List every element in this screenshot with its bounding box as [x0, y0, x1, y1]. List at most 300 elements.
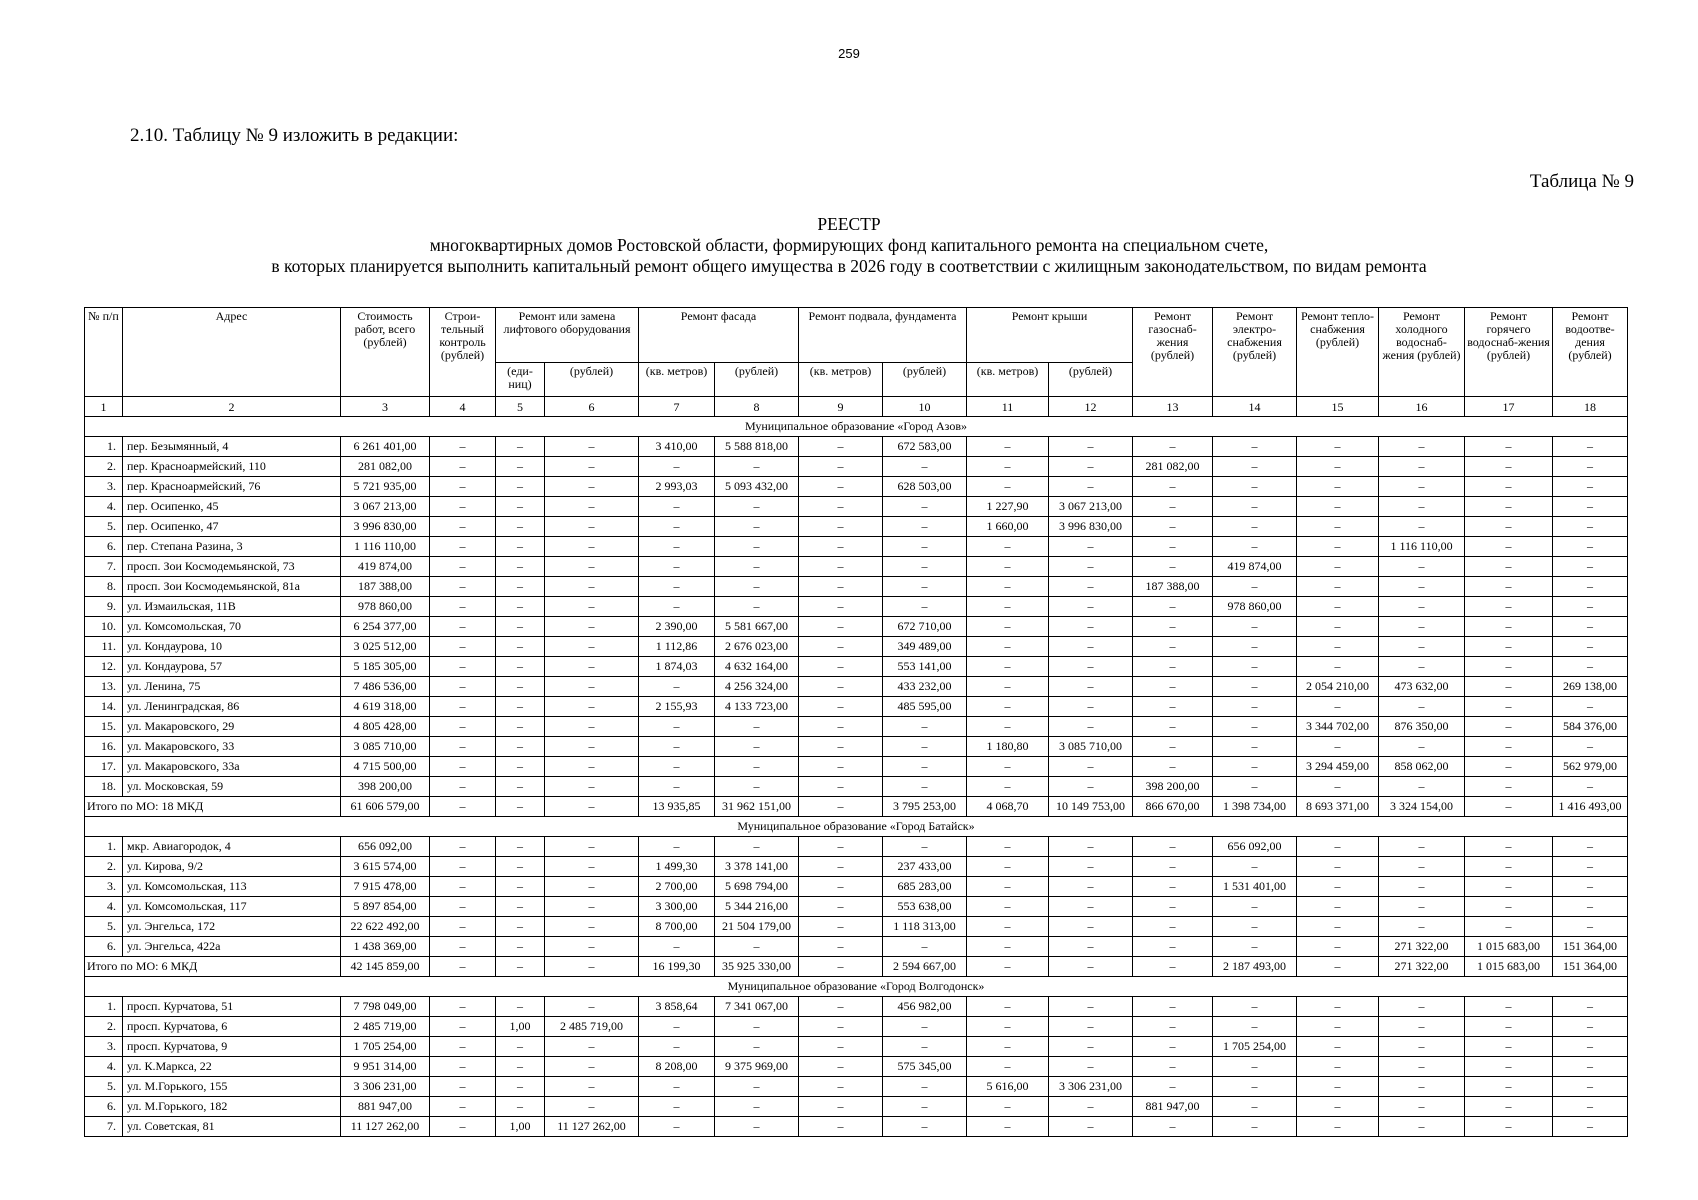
value-cell: 1 112,86 [639, 637, 715, 657]
value-cell: – [1213, 617, 1297, 637]
value-cell: – [545, 697, 639, 717]
value-cell: 3 025 512,00 [341, 637, 430, 657]
total-value-cell: 61 606 579,00 [341, 797, 430, 817]
registry-subtitle-line-2: в которых планируется выполнить капитальный ремонт общего имущества в 2026 году в соответствии с жилищным законодательством, по видам ремонта [271, 256, 1427, 276]
value-cell: – [1213, 997, 1297, 1017]
value-cell: – [1133, 1077, 1213, 1097]
value-cell: – [1379, 637, 1465, 657]
value-cell: – [545, 677, 639, 697]
value-cell: – [883, 1117, 967, 1137]
table-row [85, 897, 1628, 917]
value-cell: – [639, 1117, 715, 1137]
value-cell: – [1049, 717, 1133, 737]
value-cell: – [1049, 777, 1133, 797]
total-value-cell: 1 015 683,00 [1465, 957, 1553, 977]
value-cell: – [1465, 1077, 1553, 1097]
value-cell: – [883, 1037, 967, 1057]
table-body [85, 417, 1628, 1137]
table-row [85, 477, 1628, 497]
value-cell: – [545, 997, 639, 1017]
value-cell: – [496, 1077, 545, 1097]
value-cell: – [715, 457, 799, 477]
value-cell: – [1465, 837, 1553, 857]
value-cell: – [1133, 1017, 1213, 1037]
value-cell: – [1049, 1057, 1133, 1077]
value-cell: 2 676 023,00 [715, 637, 799, 657]
address-cell: мкр. Авиагородок, 4 [123, 837, 341, 857]
value-cell: – [967, 777, 1049, 797]
value-cell: 4 619 318,00 [341, 697, 430, 717]
row-number: 2. [85, 857, 123, 877]
value-cell: – [1297, 517, 1379, 537]
value-cell: 4 715 500,00 [341, 757, 430, 777]
value-cell: – [1465, 437, 1553, 457]
value-cell: – [1379, 437, 1465, 457]
total-value-cell: 3 795 253,00 [883, 797, 967, 817]
value-cell: 11 127 262,00 [545, 1117, 639, 1137]
value-cell: – [1213, 437, 1297, 457]
value-cell: – [883, 517, 967, 537]
value-cell: – [1553, 597, 1628, 617]
value-cell: – [1133, 857, 1213, 877]
header-roof-rub: (рублей) [1049, 363, 1133, 397]
total-row [85, 797, 1628, 817]
total-value-cell: 31 962 151,00 [715, 797, 799, 817]
value-cell: 4 805 428,00 [341, 717, 430, 737]
value-cell: – [1297, 937, 1379, 957]
value-cell: 1 227,90 [967, 497, 1049, 517]
value-cell: – [715, 837, 799, 857]
address-cell: ул. К.Маркса, 22 [123, 1057, 341, 1077]
value-cell: 1 118 313,00 [883, 917, 967, 937]
value-cell: – [1049, 457, 1133, 477]
value-cell: – [967, 637, 1049, 657]
value-cell: 1 705 254,00 [341, 1037, 430, 1057]
value-cell: 1,00 [496, 1117, 545, 1137]
value-cell: – [545, 937, 639, 957]
row-number: 6. [85, 1097, 123, 1117]
value-cell: 6 261 401,00 [341, 437, 430, 457]
value-cell: 419 874,00 [341, 557, 430, 577]
total-value-cell: 2 594 667,00 [883, 957, 967, 977]
row-number: 4. [85, 897, 123, 917]
table-header [85, 308, 1628, 417]
value-cell: – [545, 657, 639, 677]
value-cell: – [799, 437, 883, 457]
row-number: 5. [85, 517, 123, 537]
value-cell: – [799, 457, 883, 477]
value-cell: – [1049, 577, 1133, 597]
value-cell: – [496, 637, 545, 657]
value-cell: – [1465, 1037, 1553, 1057]
value-cell: – [1213, 457, 1297, 477]
value-cell: – [715, 517, 799, 537]
value-cell: – [1553, 457, 1628, 477]
value-cell: – [545, 777, 639, 797]
value-cell: – [967, 677, 1049, 697]
total-value-cell: – [1465, 797, 1553, 817]
value-cell: – [1297, 737, 1379, 757]
value-cell: – [1297, 637, 1379, 657]
value-cell: 269 138,00 [1553, 677, 1628, 697]
total-value-cell: – [545, 957, 639, 977]
value-cell: 1 660,00 [967, 517, 1049, 537]
value-cell: – [1379, 517, 1465, 537]
value-cell: – [1465, 717, 1553, 737]
value-cell: 151 364,00 [1553, 937, 1628, 957]
value-cell: – [1465, 557, 1553, 577]
value-cell: 3 300,00 [639, 897, 715, 917]
total-value-cell: 35 925 330,00 [715, 957, 799, 977]
section-row [85, 417, 1628, 437]
value-cell: 1 015 683,00 [1465, 937, 1553, 957]
value-cell: – [1213, 897, 1297, 917]
value-cell: – [1297, 837, 1379, 857]
value-cell: – [430, 937, 496, 957]
table-row [85, 777, 1628, 797]
value-cell: – [1133, 877, 1213, 897]
value-cell: 4 256 324,00 [715, 677, 799, 697]
value-cell: – [430, 537, 496, 557]
value-cell: – [1379, 1037, 1465, 1057]
value-cell: – [1133, 1057, 1213, 1077]
value-cell: – [545, 637, 639, 657]
row-number: 7. [85, 1117, 123, 1137]
total-value-cell: 4 068,70 [967, 797, 1049, 817]
row-number: 15. [85, 717, 123, 737]
value-cell: – [1553, 1057, 1628, 1077]
value-cell: – [545, 577, 639, 597]
total-value-cell: 42 145 859,00 [341, 957, 430, 977]
total-value-cell: – [799, 797, 883, 817]
value-cell: – [1049, 1037, 1133, 1057]
value-cell: – [883, 1097, 967, 1117]
value-cell: – [1133, 437, 1213, 457]
value-cell: – [545, 457, 639, 477]
value-cell: 562 979,00 [1553, 757, 1628, 777]
value-cell: – [430, 837, 496, 857]
value-cell: – [496, 537, 545, 557]
value-cell: – [430, 757, 496, 777]
value-cell: 672 710,00 [883, 617, 967, 637]
value-cell: – [496, 717, 545, 737]
value-cell: – [430, 917, 496, 937]
value-cell: – [967, 477, 1049, 497]
value-cell: – [799, 837, 883, 857]
value-cell: – [1049, 637, 1133, 657]
header-basement: Ремонт подвала, фундамента [799, 308, 967, 363]
value-cell: – [1297, 597, 1379, 617]
value-cell: 575 345,00 [883, 1057, 967, 1077]
value-cell: – [967, 717, 1049, 737]
total-value-cell: – [1133, 957, 1213, 977]
value-cell: – [639, 557, 715, 577]
value-cell: – [1465, 1117, 1553, 1137]
value-cell: – [883, 837, 967, 857]
total-value-cell: – [496, 957, 545, 977]
address-cell: ул. М.Горького, 182 [123, 1097, 341, 1117]
value-cell: 5 698 794,00 [715, 877, 799, 897]
value-cell: – [545, 557, 639, 577]
value-cell: – [430, 597, 496, 617]
value-cell: – [1049, 1117, 1133, 1137]
value-cell: – [639, 597, 715, 617]
value-cell: – [1133, 677, 1213, 697]
value-cell: – [545, 917, 639, 937]
value-cell: 978 860,00 [1213, 597, 1297, 617]
value-cell: – [1133, 997, 1213, 1017]
value-cell: – [715, 1017, 799, 1037]
row-number: 3. [85, 1037, 123, 1057]
column-number: 2 [123, 397, 341, 417]
total-value-cell: 8 693 371,00 [1297, 797, 1379, 817]
value-cell: – [967, 577, 1049, 597]
value-cell: – [639, 497, 715, 517]
value-cell: – [1049, 477, 1133, 497]
value-cell: – [967, 937, 1049, 957]
value-cell: – [1465, 637, 1553, 657]
value-cell: 21 504 179,00 [715, 917, 799, 937]
value-cell: – [639, 1037, 715, 1057]
row-number: 4. [85, 497, 123, 517]
value-cell: – [883, 577, 967, 597]
table-row [85, 757, 1628, 777]
value-cell: – [1133, 617, 1213, 637]
value-cell: – [639, 1097, 715, 1117]
row-number: 1. [85, 997, 123, 1017]
value-cell: 656 092,00 [1213, 837, 1297, 857]
column-number: 8 [715, 397, 799, 417]
value-cell: – [799, 1097, 883, 1117]
value-cell: – [1049, 757, 1133, 777]
value-cell: – [1133, 757, 1213, 777]
value-cell: – [545, 437, 639, 457]
value-cell: – [715, 937, 799, 957]
value-cell: – [545, 837, 639, 857]
value-cell: 876 350,00 [1379, 717, 1465, 737]
value-cell: – [1213, 477, 1297, 497]
address-cell: ул. Измаильская, 11В [123, 597, 341, 617]
value-cell: – [430, 1117, 496, 1137]
value-cell: – [496, 1037, 545, 1057]
value-cell: – [430, 717, 496, 737]
value-cell: – [1297, 657, 1379, 677]
address-cell: ул. Комсомольская, 113 [123, 877, 341, 897]
value-cell: – [1465, 457, 1553, 477]
column-number: 7 [639, 397, 715, 417]
value-cell: – [1297, 997, 1379, 1017]
value-cell: – [1133, 517, 1213, 537]
value-cell: – [799, 877, 883, 897]
value-cell: 3 085 710,00 [341, 737, 430, 757]
value-cell: – [1553, 437, 1628, 457]
value-cell: – [430, 857, 496, 877]
value-cell: – [715, 737, 799, 757]
value-cell: – [1049, 677, 1133, 697]
table-row [85, 937, 1628, 957]
value-cell: – [1133, 597, 1213, 617]
address-cell: пер. Красноармейский, 110 [123, 457, 341, 477]
table-row [85, 837, 1628, 857]
value-cell: – [799, 577, 883, 597]
table-row [85, 577, 1628, 597]
value-cell: – [1465, 737, 1553, 757]
value-cell: – [967, 537, 1049, 557]
value-cell: 3 996 830,00 [1049, 517, 1133, 537]
value-cell: – [1379, 657, 1465, 677]
value-cell: 5 093 432,00 [715, 477, 799, 497]
value-cell: – [883, 937, 967, 957]
registry-table [84, 307, 1628, 1137]
value-cell: 473 632,00 [1379, 677, 1465, 697]
value-cell: – [1213, 717, 1297, 737]
table-row [85, 877, 1628, 897]
value-cell: – [1049, 1097, 1133, 1117]
value-cell: 628 503,00 [883, 477, 967, 497]
value-cell: – [1465, 677, 1553, 697]
value-cell: 1 531 401,00 [1213, 877, 1297, 897]
address-cell: ул. Макаровского, 33 [123, 737, 341, 757]
address-cell: просп. Зои Космодемьянской, 73 [123, 557, 341, 577]
value-cell: 2 390,00 [639, 617, 715, 637]
value-cell: – [1213, 1097, 1297, 1117]
header-roof-sqm: (кв. метров) [967, 363, 1049, 397]
value-cell: – [1049, 537, 1133, 557]
value-cell: – [799, 537, 883, 557]
value-cell: – [715, 757, 799, 777]
value-cell: – [799, 1057, 883, 1077]
row-number: 7. [85, 557, 123, 577]
row-number: 1. [85, 837, 123, 857]
column-number: 16 [1379, 397, 1465, 417]
value-cell: 3 378 141,00 [715, 857, 799, 877]
value-cell: – [1553, 857, 1628, 877]
column-number: 18 [1553, 397, 1628, 417]
value-cell: – [1049, 437, 1133, 457]
row-number: 14. [85, 697, 123, 717]
value-cell: – [1297, 857, 1379, 877]
value-cell: – [1049, 897, 1133, 917]
value-cell: – [496, 757, 545, 777]
value-cell: – [496, 777, 545, 797]
value-cell: – [639, 677, 715, 697]
value-cell: – [430, 737, 496, 757]
value-cell: – [1133, 717, 1213, 737]
value-cell: – [1133, 897, 1213, 917]
value-cell: – [1553, 1037, 1628, 1057]
value-cell: – [1379, 1057, 1465, 1077]
value-cell: – [545, 737, 639, 757]
value-cell: 5 581 667,00 [715, 617, 799, 637]
value-cell: – [1297, 917, 1379, 937]
value-cell: – [883, 1017, 967, 1037]
value-cell: 2 485 719,00 [341, 1017, 430, 1037]
total-value-cell: 866 670,00 [1133, 797, 1213, 817]
table-row [85, 1017, 1628, 1037]
value-cell: – [883, 497, 967, 517]
value-cell: 881 947,00 [1133, 1097, 1213, 1117]
row-number: 9. [85, 597, 123, 617]
value-cell: 3 085 710,00 [1049, 737, 1133, 757]
value-cell: – [496, 937, 545, 957]
value-cell: – [1379, 597, 1465, 617]
value-cell: – [967, 917, 1049, 937]
value-cell: 3 615 574,00 [341, 857, 430, 877]
value-cell: – [715, 1097, 799, 1117]
value-cell: 187 388,00 [341, 577, 430, 597]
value-cell: – [967, 897, 1049, 917]
total-value-cell: 13 935,85 [639, 797, 715, 817]
total-value-cell: 16 199,30 [639, 957, 715, 977]
value-cell: – [1379, 917, 1465, 937]
address-cell: ул. Макаровского, 33а [123, 757, 341, 777]
value-cell: – [799, 997, 883, 1017]
value-cell: – [1465, 657, 1553, 677]
value-cell: – [1133, 937, 1213, 957]
value-cell: – [967, 877, 1049, 897]
value-cell: – [545, 1097, 639, 1117]
value-cell: – [1553, 997, 1628, 1017]
value-cell: – [1213, 577, 1297, 597]
value-cell: – [715, 537, 799, 557]
value-cell: – [545, 517, 639, 537]
total-value-cell: 1 416 493,00 [1553, 797, 1628, 817]
value-cell: – [639, 1017, 715, 1037]
value-cell: 456 982,00 [883, 997, 967, 1017]
total-label: Итого по МО: 18 МКД [85, 797, 341, 817]
value-cell: – [639, 757, 715, 777]
value-cell: – [1133, 557, 1213, 577]
value-cell: – [1465, 577, 1553, 597]
value-cell: 1 116 110,00 [341, 537, 430, 557]
value-cell: – [430, 997, 496, 1017]
value-cell: – [1049, 617, 1133, 637]
value-cell: – [883, 737, 967, 757]
value-cell: – [430, 497, 496, 517]
value-cell: – [1553, 577, 1628, 597]
value-cell: – [967, 1057, 1049, 1077]
address-cell: пер. Красноармейский, 76 [123, 477, 341, 497]
row-number: 16. [85, 737, 123, 757]
value-cell: – [1553, 897, 1628, 917]
value-cell: – [545, 857, 639, 877]
value-cell: – [430, 517, 496, 537]
table-row [85, 717, 1628, 737]
column-number: 1 [85, 397, 123, 417]
table-row [85, 1097, 1628, 1117]
value-cell: – [1049, 697, 1133, 717]
value-cell: – [1465, 617, 1553, 637]
total-value-cell: – [799, 957, 883, 977]
row-number: 11. [85, 637, 123, 657]
value-cell: – [967, 457, 1049, 477]
value-cell: – [799, 617, 883, 637]
value-cell: – [1379, 1017, 1465, 1037]
value-cell: 553 638,00 [883, 897, 967, 917]
value-cell: – [799, 1037, 883, 1057]
total-value-cell: 3 324 154,00 [1379, 797, 1465, 817]
value-cell: 419 874,00 [1213, 557, 1297, 577]
value-cell: – [967, 837, 1049, 857]
value-cell: – [639, 517, 715, 537]
section-title: Муниципальное образование «Город Азов» [85, 417, 1628, 437]
value-cell: – [430, 1097, 496, 1117]
value-cell: – [1049, 657, 1133, 677]
value-cell: – [1213, 1117, 1297, 1137]
value-cell: – [1049, 597, 1133, 617]
table-label: Таблица № 9 [1529, 171, 1634, 192]
value-cell: – [1213, 637, 1297, 657]
